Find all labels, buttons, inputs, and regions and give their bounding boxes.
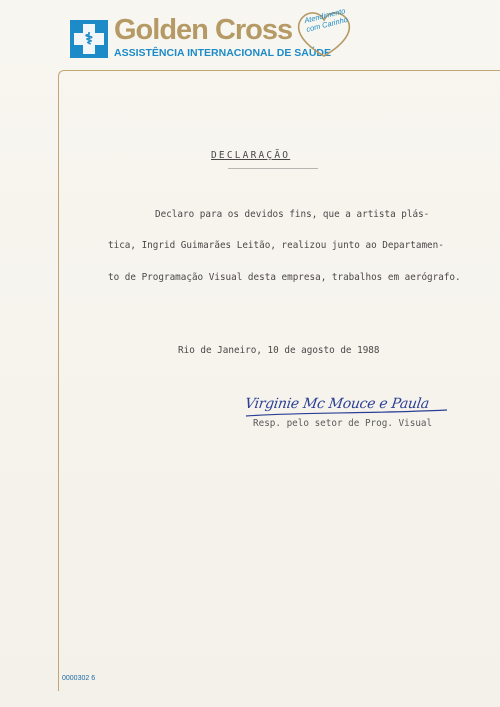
brand-subtitle: ASSISTÊNCIA INTERNACIONAL DE SAÚDE — [114, 47, 332, 59]
signer-role: Resp. pelo setor de Prog. Visual — [253, 418, 433, 429]
body-line-1: Declaro para os devidos fins, que a artista plás- — [155, 209, 430, 220]
place-and-date: Rio de Janeiro, 10 de agosto de 1988 — [178, 345, 380, 356]
letterhead-frame-line — [58, 70, 500, 691]
document-number: 0000302 6 — [62, 675, 96, 682]
badge-text: Atendimento com Carinho — [303, 6, 349, 34]
handwritten-signature: Virginie Mc Mouce e Paula — [243, 396, 431, 412]
body-line-2: tica, Ingrid Guimarães Leitão, realizou junto ao Departamen- — [108, 240, 444, 251]
body-line-3: to de Programação Visual desta empresa, trabalhos em aerógrafo. — [108, 272, 461, 283]
golden-cross-logo-icon: ⚕ — [70, 20, 108, 58]
title-strikeout-line — [228, 168, 318, 169]
brand-name: Golden Cross — [114, 14, 293, 46]
document-title: DECLARAÇÃO — [211, 150, 291, 161]
